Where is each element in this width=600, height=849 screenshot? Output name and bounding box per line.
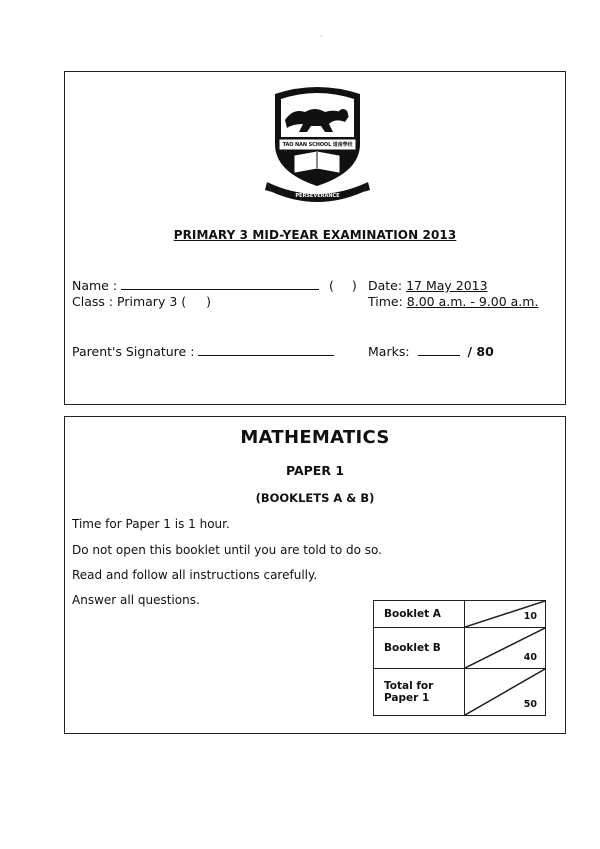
subject-title: MATHEMATICS [240,427,390,448]
instruction-item: Read and follow all instructions carefully. [72,568,318,582]
scan-speck: · [320,32,323,41]
time-field [368,294,538,309]
name-label: Name : [72,278,118,293]
marks-total: / 80 [467,344,494,359]
table-row [374,628,546,669]
booklet-b-label: Booklet B [374,628,465,669]
class-field [72,294,211,309]
exam-title: PRIMARY 3 MID-YEAR EXAMINATION 2013 [173,228,457,242]
name-field [72,278,357,293]
signature-label: Parent's Signature : [72,344,195,359]
header-box [64,71,566,405]
marks-blank[interactable] [418,355,460,356]
class-paren-close: ) [206,294,211,309]
index-paren-close: ) [351,278,357,293]
booklet-a-max: 10 [523,611,537,622]
total-max: 50 [523,699,537,710]
school-crest [265,82,370,202]
cover-box [64,416,566,734]
school-name: TAO NAN SCHOOL 道南學校 [282,142,353,148]
table-row [374,669,546,716]
time-value: 8.00 a.m. - 9.00 a.m. [406,294,539,309]
instruction-item: Do not open this booklet until you are told to do so. [72,543,382,557]
paper-title: PAPER 1 [285,463,345,478]
booklet-a-label: Booklet A [374,601,465,628]
instruction-item: Time for Paper 1 is 1 hour. [72,517,230,531]
date-label: Date: [368,278,403,293]
marks-field [368,344,494,359]
signature-blank[interactable] [198,355,334,356]
marks-label: Marks: [368,344,410,359]
school-motto: SINCERITY & PERSEVERANCE [295,187,340,199]
booklets-subtitle: (BOOKLETS A & B) [255,491,375,505]
table-row [374,601,546,628]
total-label-line1: Total for [384,680,434,692]
date-value: 17 May 2013 [406,278,488,293]
index-paren-open: ( [329,278,334,293]
class-label: Class : Primary 3 ( [72,294,187,309]
booklet-b-score-cell[interactable] [465,628,546,669]
name-blank[interactable] [121,289,319,290]
total-label [374,669,465,716]
signature-field [72,344,334,359]
total-label-line2: Paper 1 [384,692,430,704]
booklet-b-max: 40 [523,652,537,663]
booklet-a-score-cell[interactable] [465,601,546,628]
instruction-item: Answer all questions. [72,593,200,607]
total-score-cell[interactable] [465,669,546,716]
time-label: Time: [368,294,403,309]
marks-table [373,600,546,716]
date-field [368,278,488,293]
